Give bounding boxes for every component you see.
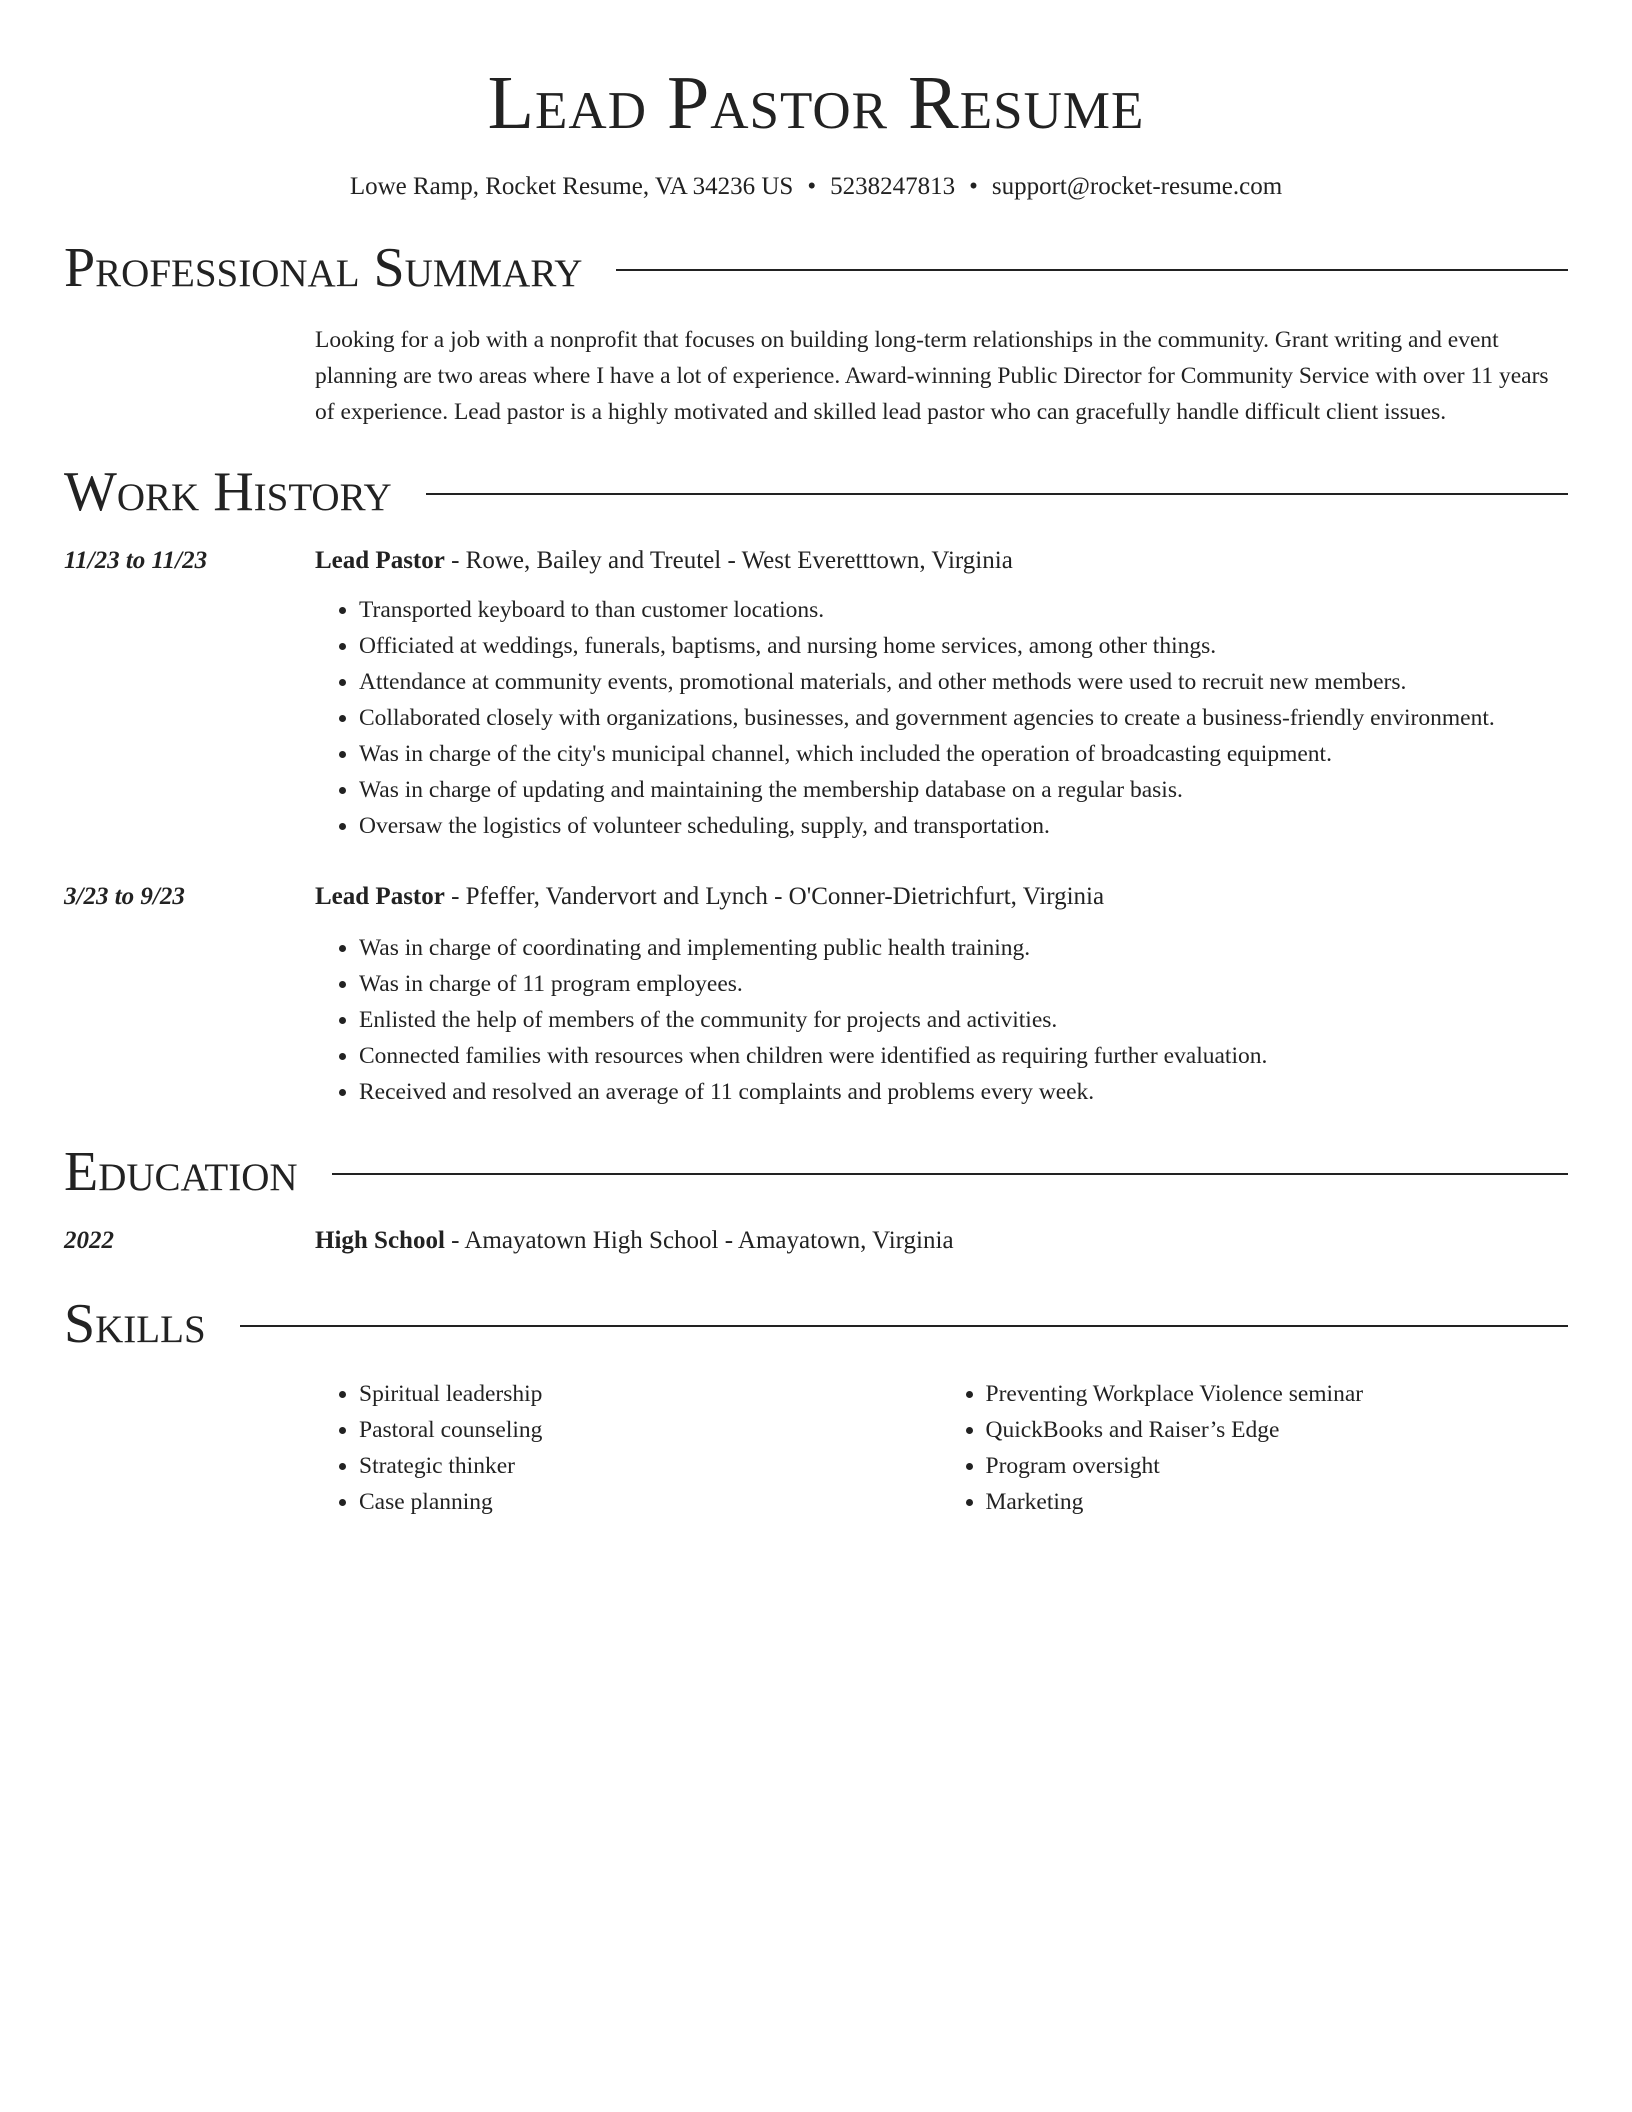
summary-heading: Professional Summary: [64, 237, 583, 299]
skills-heading: Skills: [64, 1293, 206, 1355]
section-divider: [240, 1325, 1568, 1327]
job-bullet: • Attendance at community events, promotional materials, and other methods were used to recruit new members.: [359, 664, 1568, 700]
skills-column-left: [315, 1376, 942, 1520]
job-dates: 3/23 to 9/23: [64, 883, 185, 910]
job-bullet: • Received and resolved an average of 11 complaints and problems every week.: [359, 1074, 1568, 1110]
job-bullet: • Was in charge of 11 program employees.: [359, 966, 1568, 1002]
skills-column-right: [942, 1376, 1569, 1520]
skill-item: • Case planning: [359, 1484, 942, 1520]
job-dates: 11/23 to 11/23: [64, 547, 208, 574]
job-body: [315, 880, 1568, 1110]
skill-item: • Preventing Workplace Violence seminar: [986, 1376, 1569, 1412]
job-entry: [64, 880, 1568, 1110]
summary-section-header: [64, 236, 1568, 300]
skill-item: • QuickBooks and Raiser’s Edge: [986, 1412, 1569, 1448]
job-bullet: • Connected families with resources when children were identified as requiring further evaluation.: [359, 1038, 1568, 1074]
job-details: - Rowe, Bailey and Treutel - West Everetttown, Virginia: [444, 547, 1013, 574]
skills-section-header: [64, 1292, 1568, 1356]
job-headline: [315, 544, 1568, 578]
job-bullet: • Oversaw the logistics of volunteer scheduling, supply, and transportation.: [359, 808, 1568, 844]
job-body: [315, 544, 1568, 844]
skill-item: • Spiritual leadership: [359, 1376, 942, 1412]
job-bullet: • Was in charge of coordinating and implementing public health training.: [359, 930, 1568, 966]
job-bullet: • Transported keyboard to than customer locations.: [359, 592, 1568, 628]
contact-separator: •: [807, 173, 817, 200]
job-title: Lead Pastor: [315, 883, 445, 910]
skills-list: [315, 1376, 1568, 1520]
job-bullet: • Collaborated closely with organizations, businesses, and government agencies to create a business-friendly environment.: [359, 700, 1568, 736]
job-bullet: • Was in charge of updating and maintaining the membership database on a regular basis.: [359, 772, 1568, 808]
skill-item: • Pastoral counseling: [359, 1412, 942, 1448]
education-details: - Amayatown High School - Amayatown, Virginia: [444, 1227, 954, 1254]
job-bullets: [315, 930, 1568, 1110]
resume-title: Lead Pastor Resume: [487, 61, 1145, 145]
job-bullet: • Enlisted the help of members of the community for projects and activities.: [359, 1002, 1568, 1038]
job-title: Lead Pastor: [315, 547, 445, 574]
education-entry: [64, 1224, 1568, 1258]
education-headline: [315, 1224, 1568, 1258]
contact-separator: •: [969, 173, 978, 200]
section-divider: [332, 1173, 1568, 1175]
skill-item: • Program oversight: [986, 1448, 1569, 1484]
job-entry: [64, 544, 1568, 844]
education-section-header: [64, 1140, 1568, 1204]
job-bullet: • Officiated at weddings, funerals, baptisms, and nursing home services, among other things.: [359, 628, 1568, 664]
job-bullets: [315, 592, 1568, 844]
contact-phone: 5238247813: [830, 173, 956, 200]
job-bullet: • Was in charge of the city's municipal channel, which included the operation of broadcasting equipment.: [359, 736, 1568, 772]
education-year: 2022: [64, 1227, 114, 1254]
education-body: [315, 1224, 1568, 1258]
job-details: - Pfeffer, Vandervort and Lynch - O'Conner-Dietrichfurt, Virginia: [444, 883, 1105, 910]
summary-text: Looking for a job with a nonprofit that focuses on building long-term relationships in the community. Grant writing and event planning are two areas where I have a lot of experience. Award-winning Public Director for Community Service with over 11 years of experience. Lead pastor is a highly motivated and skilled lead pastor who can gracefully handle difficult client issues.: [315, 327, 1549, 425]
contact-line: [64, 170, 1568, 204]
section-divider: [616, 269, 1568, 271]
work-heading: Work History: [64, 461, 392, 523]
education-heading: Education: [64, 1141, 298, 1203]
education-degree: High School: [315, 1227, 445, 1254]
contact-address: Lowe Ramp, Rocket Resume, VA 34236 US: [349, 173, 794, 200]
skill-item: • Marketing: [986, 1484, 1569, 1520]
skill-item: • Strategic thinker: [359, 1448, 942, 1484]
contact-email: support@rocket-resume.com: [991, 173, 1283, 200]
section-divider: [426, 493, 1568, 495]
job-headline: [315, 880, 1568, 914]
work-section-header: [64, 460, 1568, 524]
